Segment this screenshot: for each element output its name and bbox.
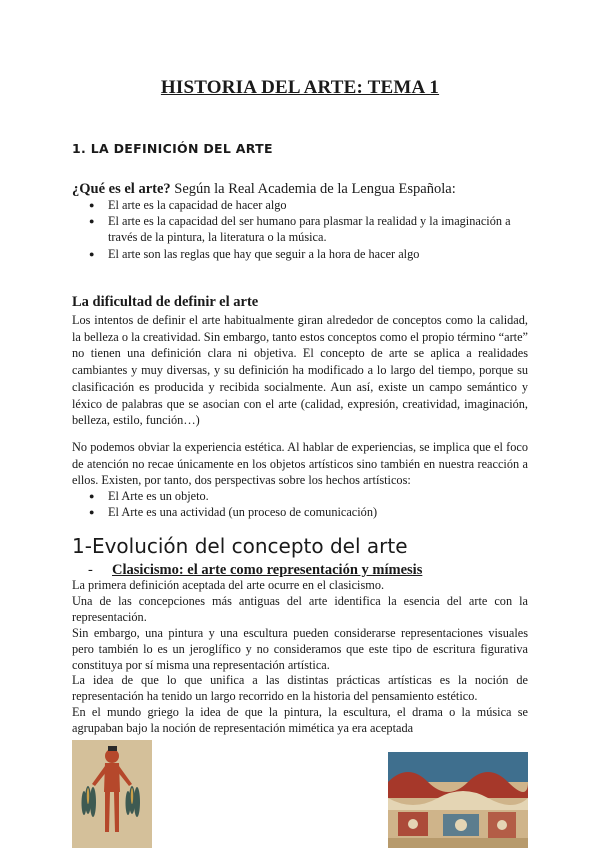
body-line: La idea de que lo que unifica a las distintas prácticas artísticas es la noción de representación ha tenido un largo recorrido en la historia del pensamiento estético. [72, 673, 528, 704]
fisherman-fresco-image [72, 740, 152, 848]
definitions-list [72, 197, 528, 262]
minoan-fresco-image [388, 752, 528, 848]
difficulty-heading: La dificultad de definir el arte [72, 294, 259, 310]
difficulty-paragraph-2: No podemos obviar la experiencia estética. Al hablar de experiencias, se implica que el foco de atención no recae únicamente en los objetos artísticos sino también en nuestra reacción a ellos. Existen, por tanto, dos perspectivas sobre los hechos artísticos: [72, 440, 528, 488]
list-item: ● El arte son las reglas que hay que seguir a la hora de hacer algo [72, 246, 528, 262]
body-line: Una de las concepciones más antiguas del arte identifica la esencia del arte con la representación. [72, 593, 528, 624]
list-item: ● El arte es la capacidad de hacer algo [72, 197, 528, 213]
evolution-heading: 1-Evolución del concepto del arte [72, 534, 408, 558]
list-item: ● El arte es la capacidad del ser humano para plasmar la realidad y la imaginación a través de la pintura, la literatura o la música. [72, 213, 528, 245]
perspectives-list [72, 488, 528, 520]
classicism-body [72, 578, 528, 737]
page-title: HISTORIA DEL ARTE: TEMA 1 [160, 77, 440, 98]
classicism-title: Clasicismo: el arte como representación y mímesis [112, 562, 423, 578]
body-line: La primera definición aceptada del arte ocurre en el clasicismo. [72, 578, 385, 592]
dash-marker: - [88, 562, 93, 578]
question-text: ¿Qué es el arte? [72, 181, 171, 197]
question-line [72, 181, 456, 198]
body-line: En el mundo griego la idea de que la pintura, la escultura, el drama o la música se agrupaban bajo la noción de representación mimética ya era aceptada [72, 705, 528, 736]
list-item: ● El Arte es una actividad (un proceso de comunicación) [72, 504, 528, 520]
difficulty-paragraph-1: Los intentos de definir el arte habitualmente giran alrededor de conceptos como la calidad, la belleza o la creatividad. Sin embargo, tanto estos conceptos como el propio término “arte” no tienen una definición clara ni objetiva. El concepto de arte se aplica a realidades cambiantes y muy diversas, y su definición ha modificado a lo largo del tiempo, porque su clasificación es producida y recibida socialmente. Aun así, existe un campo semántico y léxico de palabras que se asocian con el arte (calidad, expresión, creatividad, imaginación, belleza, estilo, función…) [72, 313, 528, 428]
section-heading-definition: 1. LA DEFINICIÓN DEL ARTE [72, 141, 273, 156]
question-source: Según la Real Academia de la Lengua Española: [170, 181, 456, 197]
classicism-subheading [88, 562, 422, 579]
body-line: Sin embargo, una pintura y una escultura pueden considerarse representaciones visuales pero también lo es un jeroglífico y no consideramos que este tipo de escritura figurativa constituya por sí misma una representación artística. [72, 625, 528, 672]
list-item: ● El Arte es un objeto. [72, 488, 528, 504]
